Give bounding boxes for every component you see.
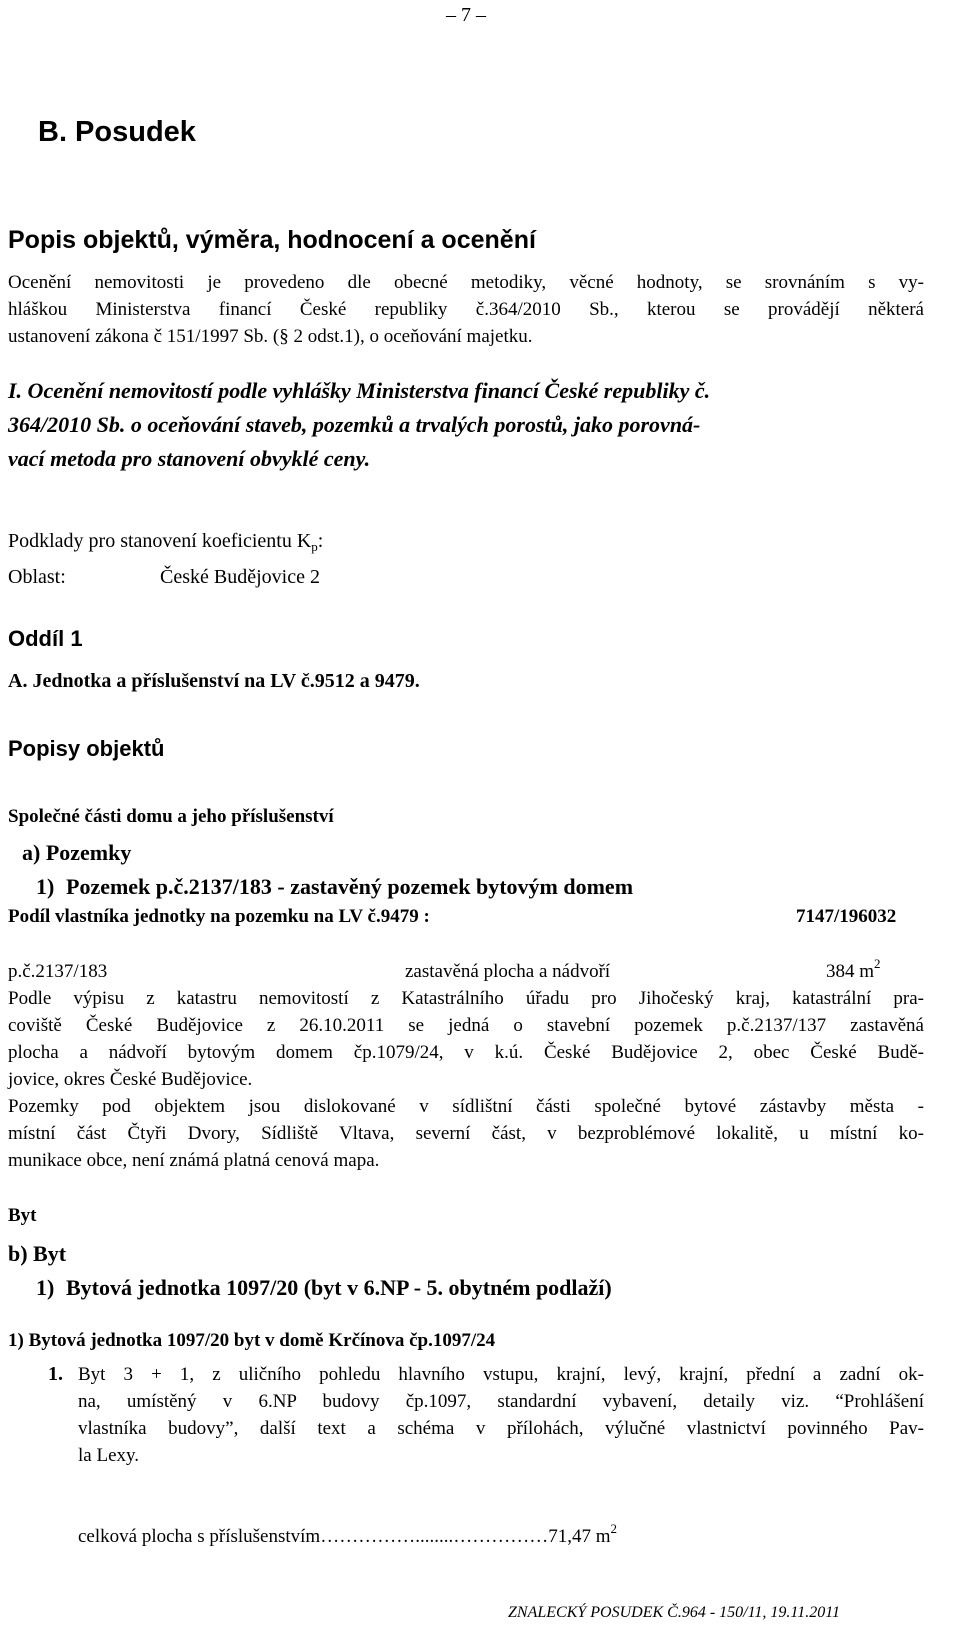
heading-description: Popis objektů, výměra, hodnocení a ocenění (8, 226, 536, 254)
flat-desc-line: Byt 3 + 1, z uličního pohledu hlavního vstupu, krajní, levý, krajní, přední a zadní ok- (78, 1364, 924, 1385)
land-para1-line: Podle výpisu z katastru nemovitostí z Katastrálního úřadu pro Jihočeský kraj, katastrální pra- (8, 988, 924, 1009)
valuation-heading-line: I. Ocenění nemovitostí podle vyhlášky Ministerstva financí České republiky č. (8, 378, 711, 403)
land-para1-line: coviště České Budějovice z 26.10.2011 se jedná o stavební pozemek p.č.2137/137 zastavěná (8, 1015, 924, 1036)
land-para2-line: místní část Čtyři Dvory, Sídliště Vltava, severní část, v bezproblémové lokalitě, u místní ko- (8, 1123, 924, 1144)
footer: ZNALECKÝ POSUDEK Č.964 - 150/11, 19.11.2011 (508, 1604, 841, 1621)
unit-heading: A. Jednotka a příslušenství na LV č.9512 a 9479. (8, 670, 420, 692)
common-parts-heading: Společné části domu a jeho příslušenství (8, 806, 334, 827)
flat-label: Byt (8, 1205, 37, 1226)
share-value: 7147/196032 (796, 906, 897, 927)
flat-unit-line: 1) Bytová jednotka 1097/20 byt v domě Krčínova čp.1097/24 (8, 1330, 496, 1351)
kp-subscript: p (311, 539, 318, 554)
land-item-number: 1) (36, 874, 55, 899)
area-label: Oblast: (8, 566, 66, 588)
kp-basis-suffix: : (317, 530, 324, 552)
intro-line: hláškou Ministerstva financí České republiky č.364/2010 Sb., kterou se provádějí některá (8, 299, 924, 320)
parcel-area-value: 384 m (826, 961, 875, 982)
flat-item-number: 1) (36, 1275, 55, 1300)
parcel-id: p.č.2137/183 (8, 961, 108, 982)
land-para1-line: plocha a nádvoří bytovým domem čp.1079/24, v k.ú. České Budějovice 2, obec České Budě- (8, 1042, 924, 1063)
share-label: Podíl vlastníka jednotky na pozemku na LV č.9479 : (8, 906, 430, 927)
valuation-heading-line: vací metoda pro stanovení obvyklé ceny. (8, 446, 371, 471)
area-value: České Budějovice 2 (160, 566, 320, 588)
page-number: – 7 – (446, 4, 486, 26)
flat-item-title: Bytová jednotka 1097/20 (byt v 6.NP - 5. obytném podlaží) (66, 1275, 612, 1300)
objects-heading: Popisy objektů (8, 736, 165, 761)
parcel-type: zastavěná plocha a nádvoří (405, 961, 611, 982)
total-area-label: celková plocha s příslušenstvím……………........……………71,47 m (78, 1526, 611, 1547)
land-heading: a) Pozemky (22, 840, 132, 865)
kp-basis (8, 530, 323, 553)
section-title: B. Posudek (38, 116, 196, 148)
total-area (78, 1521, 617, 1548)
land-item-title: Pozemek p.č.2137/183 - zastavěný pozemek bytovým domem (66, 874, 634, 899)
valuation-heading-line: 364/2010 Sb. o oceňování staveb, pozemků a trvalých porostů, jako porovná- (8, 412, 701, 437)
flat-list-number: 1. (48, 1363, 63, 1385)
flat-desc-line: vlastníka budovy”, další text a schéma v přílohách, výlučné vlastnictví povinného Pav- (78, 1418, 924, 1439)
land-para1-line: jovice, okres České Budějovice. (8, 1069, 253, 1090)
land-para2-line: munikace obce, není známá platná cenová mapa. (8, 1150, 380, 1171)
flat-desc-line: na, umístěný v 6.NP budovy čp.1097, standardní vybavení, detaily viz. “Prohlášení (78, 1391, 924, 1412)
intro-line: Ocenění nemovitosti je provedeno dle obecné metodiky, věcné hodnoty, se srovnáním s vy- (8, 272, 924, 293)
parcel-area (826, 956, 881, 983)
kp-basis-label: Podklady pro stanovení koeficientu K (8, 530, 312, 552)
total-area-exponent: 2 (610, 1521, 617, 1536)
intro-line: ustanovení zákona č 151/1997 Sb. (§ 2 odst.1), o oceňování majetku. (8, 326, 533, 347)
land-para2-line: Pozemky pod objektem jsou dislokované v sídlištní části společné bytové zástavby města - (8, 1096, 924, 1117)
parcel-area-exponent: 2 (874, 956, 881, 971)
division-title: Oddíl 1 (8, 626, 83, 651)
flat-desc-line: la Lexy. (78, 1445, 140, 1466)
flat-heading: b) Byt (8, 1241, 67, 1266)
